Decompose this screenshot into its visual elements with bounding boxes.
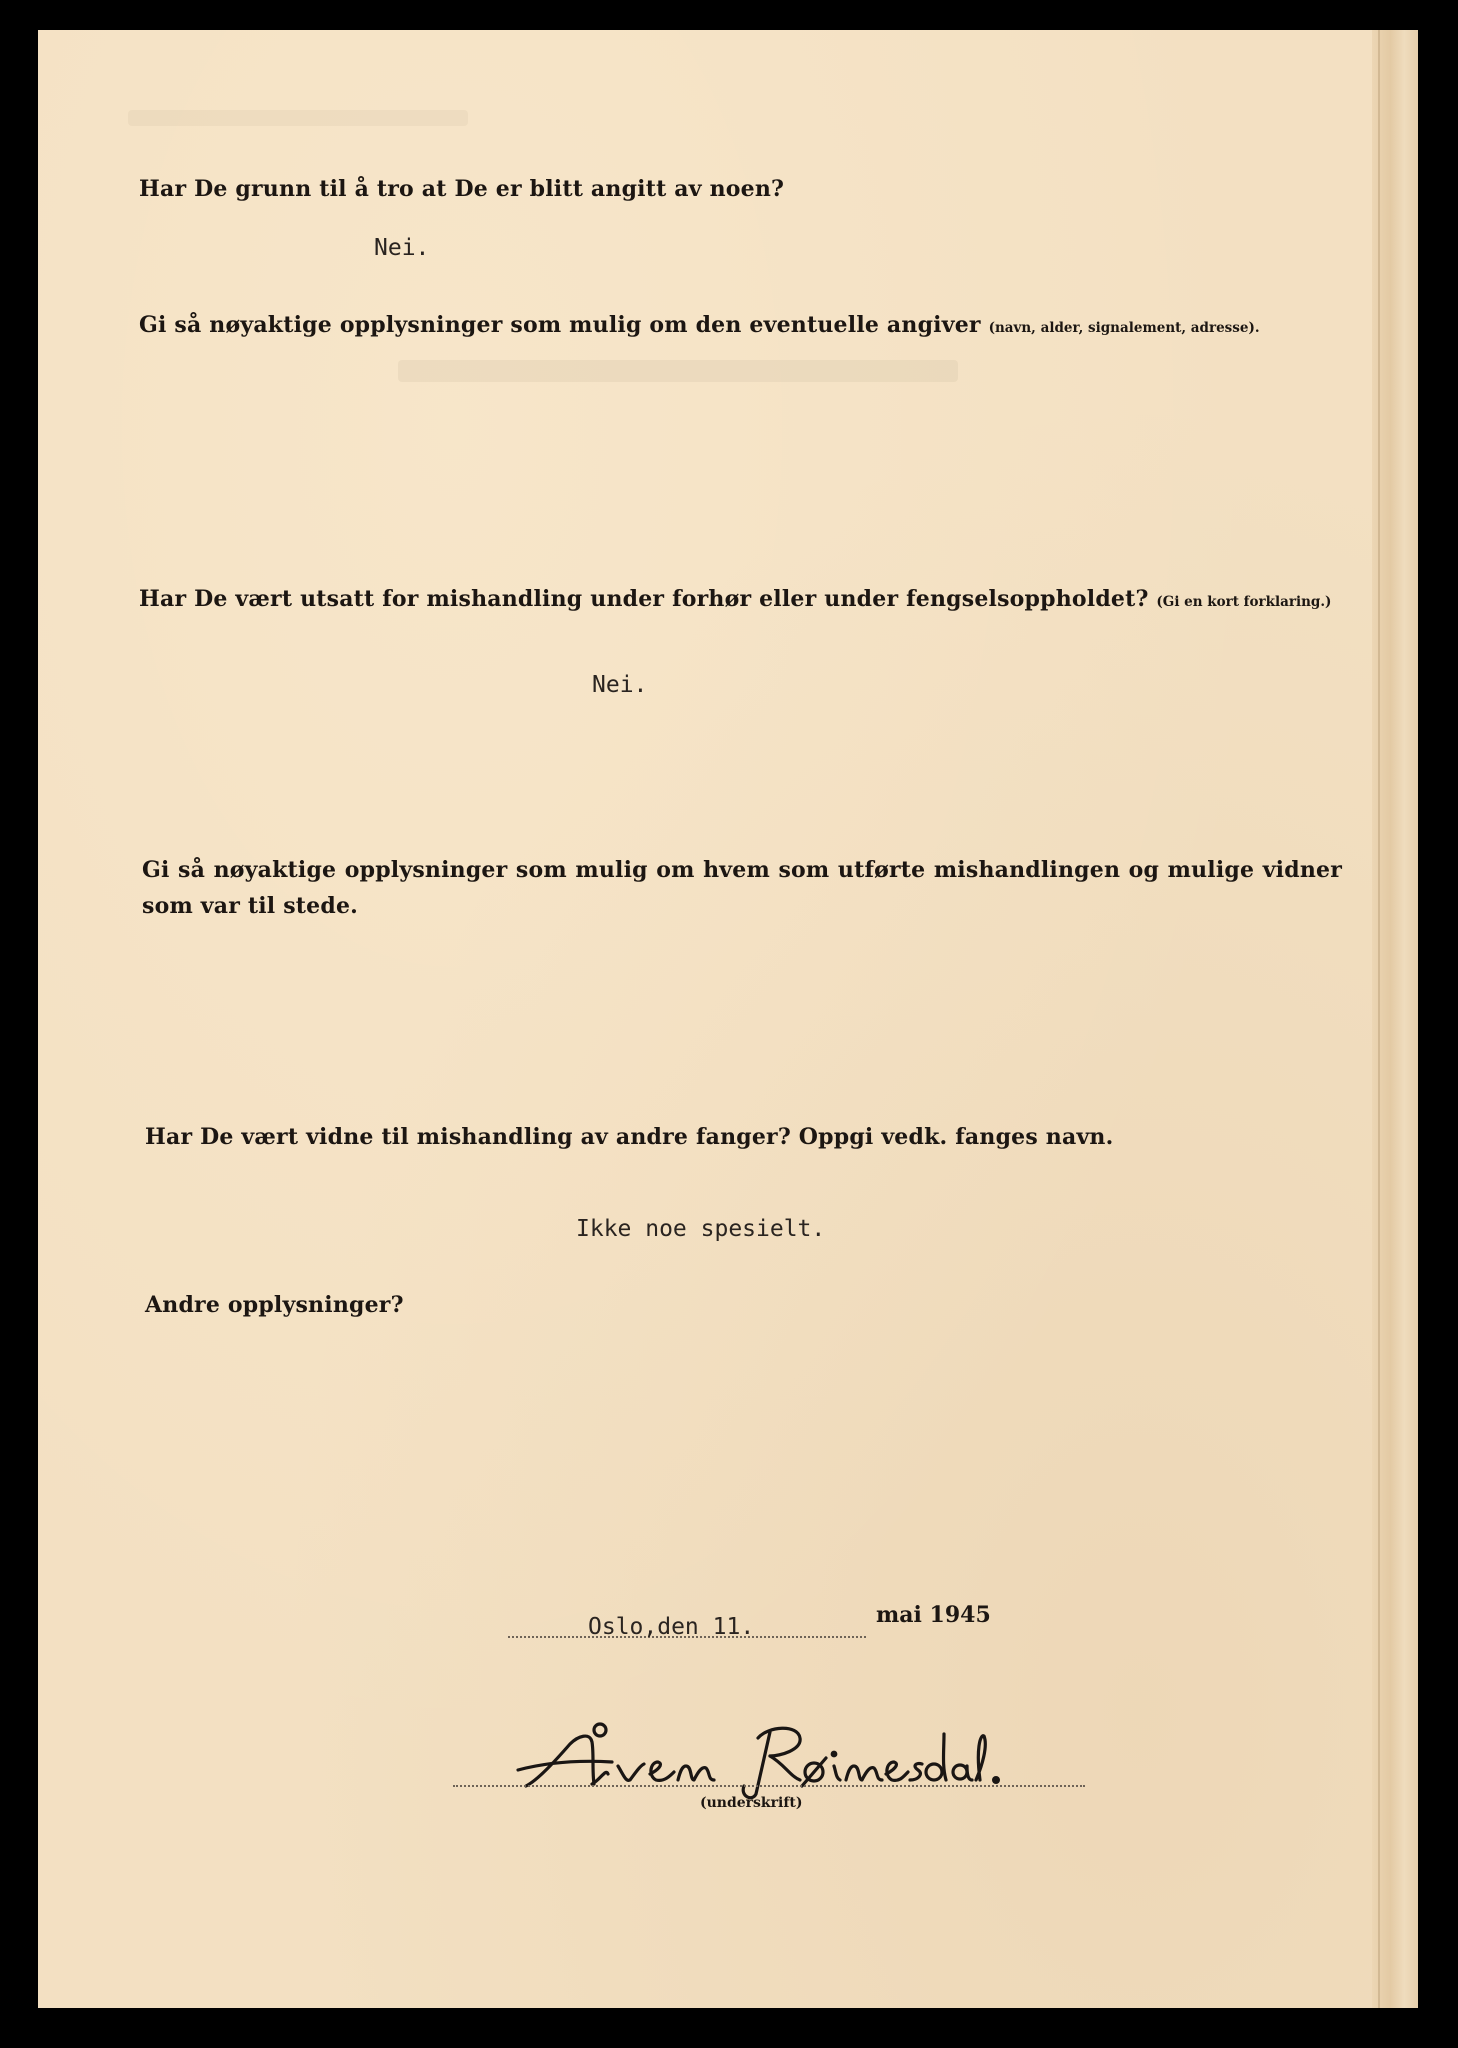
month-year: mai 1945 <box>876 1602 991 1628</box>
question-6: Andre opplysninger? <box>145 1292 404 1318</box>
page-edge-shadow <box>1372 30 1418 2008</box>
question-2-text: Gi så nøyaktige opplysninger som mulig om den eventuelle angiver <box>139 312 981 338</box>
question-2 <box>139 312 1260 338</box>
question-5: Har De vært vidne til mishandling av andre fanger? Oppgi vedk. fanges navn. <box>145 1124 1114 1150</box>
answer-3: Nei. <box>592 672 648 698</box>
signature-line <box>453 1785 1085 1787</box>
document-page <box>38 30 1418 2008</box>
question-3 <box>139 586 1331 612</box>
bleed-through-mark <box>128 110 468 126</box>
question-1 <box>139 176 784 202</box>
question-2-note: (navn, alder, signalement, adresse). <box>988 320 1260 336</box>
question-1-text: Har De grunn til å tro at De er blitt angitt av noen? <box>139 176 785 202</box>
question-3-note: (Gi en kort forklaring.) <box>1156 594 1332 610</box>
place-date-value: Oslo,den 11. <box>588 1614 755 1640</box>
answer-1: Nei. <box>374 235 430 261</box>
question-4: Gi så nøyaktige opplysninger som mulig om hvem som utførte mishandlingen og mulige vidner som var til stede. <box>142 857 1342 919</box>
bleed-through-mark <box>398 360 958 382</box>
answer-5: Ikke noe spesielt. <box>576 1216 826 1242</box>
question-3-text: Har De vært utsatt for mishandling under forhør eller under fengselsoppholdet? <box>139 586 1149 612</box>
date-line <box>508 1602 991 1638</box>
place-date-field <box>508 1608 866 1638</box>
signature-caption: (underskrift) <box>700 1795 803 1811</box>
